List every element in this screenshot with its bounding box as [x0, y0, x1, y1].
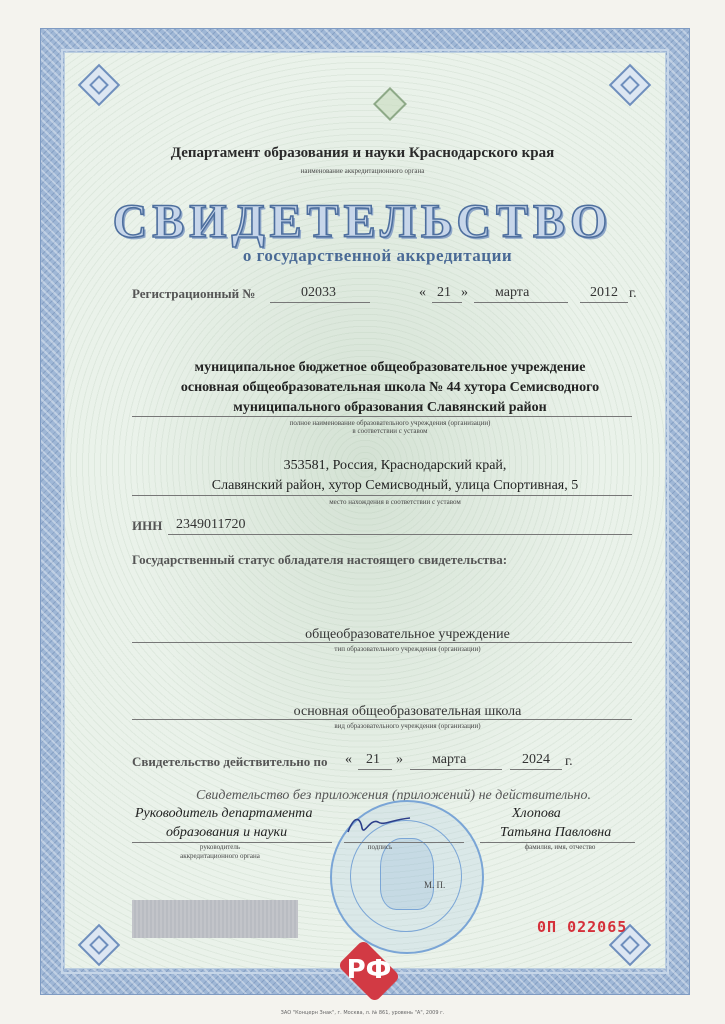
signature-mark [344, 812, 414, 838]
organization-line-2: основная общеобразовательная школа № 44 хутора Семисводного [180, 380, 600, 395]
status-heading: Государственный статус обладателя настоящего свидетельства: [132, 552, 508, 567]
registration-month: марта [495, 285, 530, 300]
signer-caption: фамилия, имя, отчество [524, 843, 596, 851]
signer-surname: Хлопова [512, 806, 561, 821]
institution-type-caption: тип образовательного учреждения (организации) [334, 645, 481, 653]
organization-caption: полное наименование образовательного учреждения (организации) [289, 419, 491, 427]
signer-name: Татьяна Павловна [500, 825, 612, 840]
registration-label: Регистрационный № [132, 286, 256, 301]
organization-caption-2: в соответствии с уставом [352, 427, 428, 435]
department-name: Департамент образования и науки Краснодарского края [170, 145, 555, 161]
serial-number: 0П 022065 [537, 918, 628, 936]
head-caption: руководитель аккредитационного органа [180, 843, 260, 860]
inn-value: 2349011720 [176, 517, 246, 532]
document-subtitle: о государственной аккредитации [242, 246, 513, 265]
validity-month: марта [432, 752, 467, 767]
certificate-page: Департамент образования и науки Краснодарского края наименование аккредитационного органа СВИДЕТЕЛЬСТВО о государственной аккредитации Регистрационный № 02033 « 21 » марта 2012 г. муниципальное бюджетное общеобразовательное учреждение основная общеобразовательная школа № 44 хутора Семисводного муниципального образования Славянский район полное наименование образовательного учреждения (организации) в соответствии с уставом 353581, Россия, Краснодарский край, Славянский район, хутор Семисводный, улица Спортивная, 5 место нахождения в соответствии с уставом ИНН 2349011720 Государственный статус обладателя настоящего свидетельства: общеобразовательное учреждение тип образовательного учреждения (организации) основная общеобразовательная школа вид образовательного учреждения (организации) Свидетельство действительно по « 21 » марта 2024 г. Свидетельство без приложения (приложений) не действительно. Руководитель департамента образования и науки руководитель аккредитационного органа подпись Хлопова Татьяна Павловна фамилия, имя, отчество М. П. 0П 022065 РФ ЗАО "Концерн Знак", г. Москва, л. № 861, уровень "А", 2009 г. [0, 0, 725, 1024]
registration-year: 2012 [590, 285, 618, 300]
validity-note: Свидетельство без приложения (приложений) не действительно. [196, 788, 592, 803]
printer-footer: ЗАО "Концерн Знак", г. Москва, л. № 861, уровень "А", 2009 г. [280, 1010, 445, 1016]
registration-day: 21 [437, 285, 451, 300]
stamp-label: М. П. [424, 880, 446, 890]
address-line-2: Славянский район, хутор Семисводный, улица Спортивная, 5 [211, 478, 579, 493]
institution-type: общеобразовательное учреждение [305, 627, 510, 642]
organization-line-1: муниципальное бюджетное общеобразовательное учреждение [194, 360, 586, 375]
validity-year: 2024 [522, 752, 550, 767]
validity-day: 21 [366, 752, 380, 767]
document-title: СВИДЕТЕЛЬСТВО [112, 195, 613, 248]
address-caption: место нахождения в соответствии с уставом [329, 498, 461, 506]
validity-label: Свидетельство действительно по [132, 754, 328, 769]
head-title-line-2: образования и науки [166, 825, 288, 840]
address-line-1: 353581, Россия, Краснодарский край, [283, 458, 507, 473]
redacted-area [132, 900, 298, 938]
department-caption: наименование аккредитационного органа [300, 167, 425, 175]
signature-caption: подпись [367, 843, 393, 851]
registration-number: 02033 [301, 285, 336, 300]
institution-kind: основная общеобразовательная школа [293, 704, 522, 719]
inn-label: ИНН [132, 518, 163, 533]
head-title-line-1: Руководитель департамента [135, 806, 313, 821]
rf-emblem-text: РФ [346, 955, 392, 985]
organization-line-3: муниципального образования Славянский район [233, 400, 547, 415]
institution-kind-caption: вид образовательного учреждения (организации) [334, 722, 481, 730]
